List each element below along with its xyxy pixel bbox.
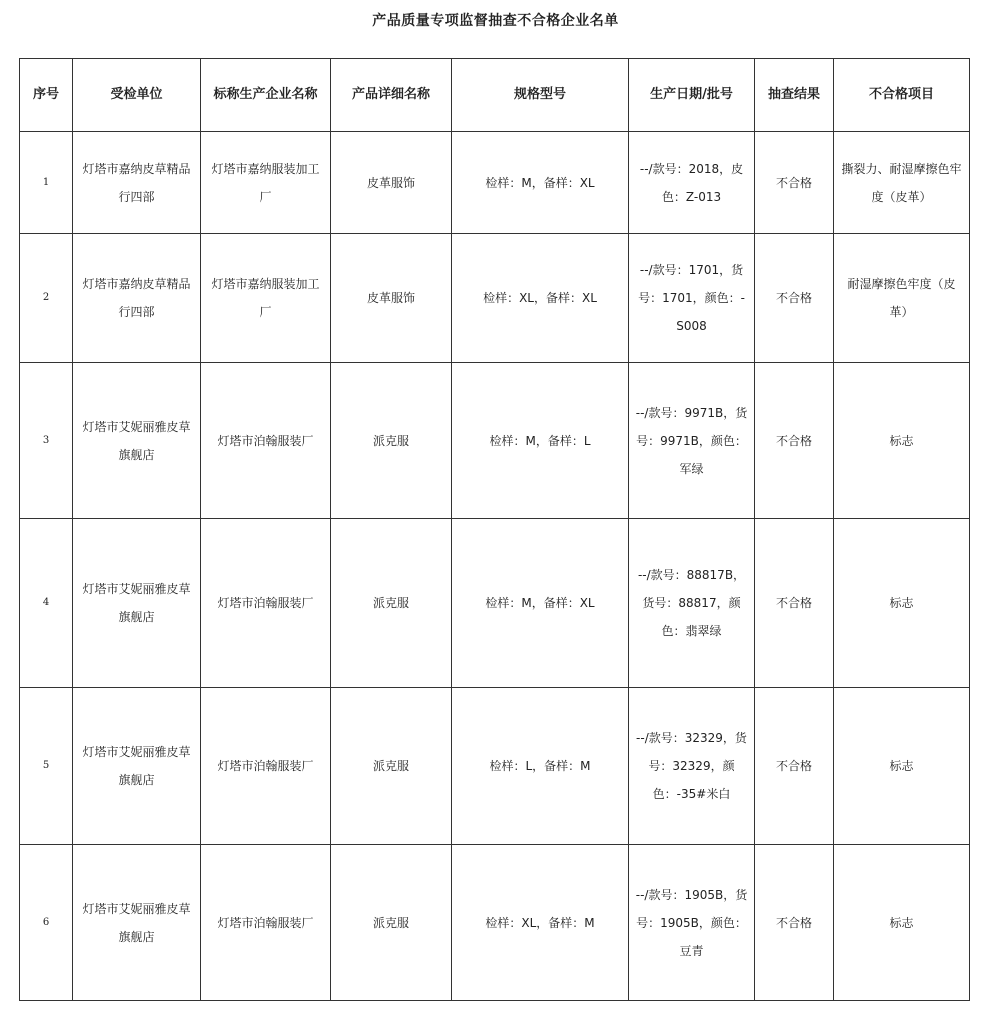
cell-manufacturer: 灯塔市泊翰服装厂	[201, 845, 331, 1001]
cell-batch: --/款号：2018，皮色：Z-013	[629, 132, 755, 234]
cell-spec: 检样：M，备样：XL	[452, 519, 629, 688]
page-title: 产品质量专项监督抽查不合格企业名单	[372, 13, 619, 29]
cell-spec: 检样：XL，备样：XL	[452, 234, 629, 363]
header-inspected-unit: 受检单位	[73, 59, 201, 132]
cell-batch: --/款号：1905B，货号：1905B，颜色：豆青	[629, 845, 755, 1001]
cell-product-name: 派克服	[331, 519, 452, 688]
cell-inspected-unit: 灯塔市艾妮丽雅皮草旗舰店	[73, 688, 201, 845]
cell-seq: 2	[20, 234, 73, 363]
cell-product-name: 派克服	[331, 363, 452, 519]
cell-manufacturer: 灯塔市泊翰服装厂	[201, 363, 331, 519]
header-product-name: 产品详细名称	[331, 59, 452, 132]
table-row	[20, 363, 970, 519]
header-failed-items: 不合格项目	[834, 59, 970, 132]
cell-batch: --/款号：32329，货号：32329，颜色：-35#米白	[629, 688, 755, 845]
cell-failed-items: 标志	[834, 845, 970, 1001]
cell-seq: 3	[20, 363, 73, 519]
table-row	[20, 132, 970, 234]
cell-seq: 1	[20, 132, 73, 234]
cell-seq: 5	[20, 688, 73, 845]
cell-manufacturer: 灯塔市嘉纳服装加工厂	[201, 132, 331, 234]
cell-manufacturer: 灯塔市泊翰服装厂	[201, 519, 331, 688]
cell-failed-items: 标志	[834, 363, 970, 519]
table-row	[20, 234, 970, 363]
cell-inspected-unit: 灯塔市嘉纳皮草精品行四部	[73, 132, 201, 234]
cell-inspected-unit: 灯塔市艾妮丽雅皮草旗舰店	[73, 363, 201, 519]
table-row	[20, 845, 970, 1001]
cell-product-name: 皮革服饰	[331, 234, 452, 363]
cell-inspected-unit: 灯塔市艾妮丽雅皮草旗舰店	[73, 519, 201, 688]
cell-product-name: 派克服	[331, 845, 452, 1001]
cell-inspected-unit: 灯塔市艾妮丽雅皮草旗舰店	[73, 845, 201, 1001]
cell-manufacturer: 灯塔市嘉纳服装加工厂	[201, 234, 331, 363]
header-result: 抽查结果	[755, 59, 834, 132]
header-manufacturer: 标称生产企业名称	[201, 59, 331, 132]
cell-failed-items: 撕裂力、耐湿摩擦色牢度（皮革）	[834, 132, 970, 234]
cell-result: 不合格	[755, 132, 834, 234]
cell-result: 不合格	[755, 688, 834, 845]
cell-batch: --/款号：9971B，货号：9971B，颜色：军绿	[629, 363, 755, 519]
cell-failed-items: 耐湿摩擦色牢度（皮革）	[834, 234, 970, 363]
cell-product-name: 派克服	[331, 688, 452, 845]
cell-result: 不合格	[755, 363, 834, 519]
table-header-row	[20, 59, 970, 132]
cell-manufacturer: 灯塔市泊翰服装厂	[201, 688, 331, 845]
cell-spec: 检样：L，备样：M	[452, 688, 629, 845]
header-spec: 规格型号	[452, 59, 629, 132]
table-row	[20, 519, 970, 688]
cell-failed-items: 标志	[834, 519, 970, 688]
cell-result: 不合格	[755, 519, 834, 688]
cell-result: 不合格	[755, 845, 834, 1001]
unqualified-enterprises-table	[19, 58, 970, 1001]
cell-seq: 6	[20, 845, 73, 1001]
cell-seq: 4	[20, 519, 73, 688]
cell-failed-items: 标志	[834, 688, 970, 845]
cell-spec: 检样：M，备样：XL	[452, 132, 629, 234]
cell-result: 不合格	[755, 234, 834, 363]
cell-spec: 检样：XL，备样：M	[452, 845, 629, 1001]
table-row	[20, 688, 970, 845]
cell-spec: 检样：M，备样：L	[452, 363, 629, 519]
header-batch: 生产日期/批号	[629, 59, 755, 132]
cell-batch: --/款号：88817B，货号：88817，颜色：翡翠绿	[629, 519, 755, 688]
cell-batch: --/款号：1701，货号：1701，颜色：-S008	[629, 234, 755, 363]
header-seq: 序号	[20, 59, 73, 132]
cell-inspected-unit: 灯塔市嘉纳皮草精品行四部	[73, 234, 201, 363]
cell-product-name: 皮革服饰	[331, 132, 452, 234]
